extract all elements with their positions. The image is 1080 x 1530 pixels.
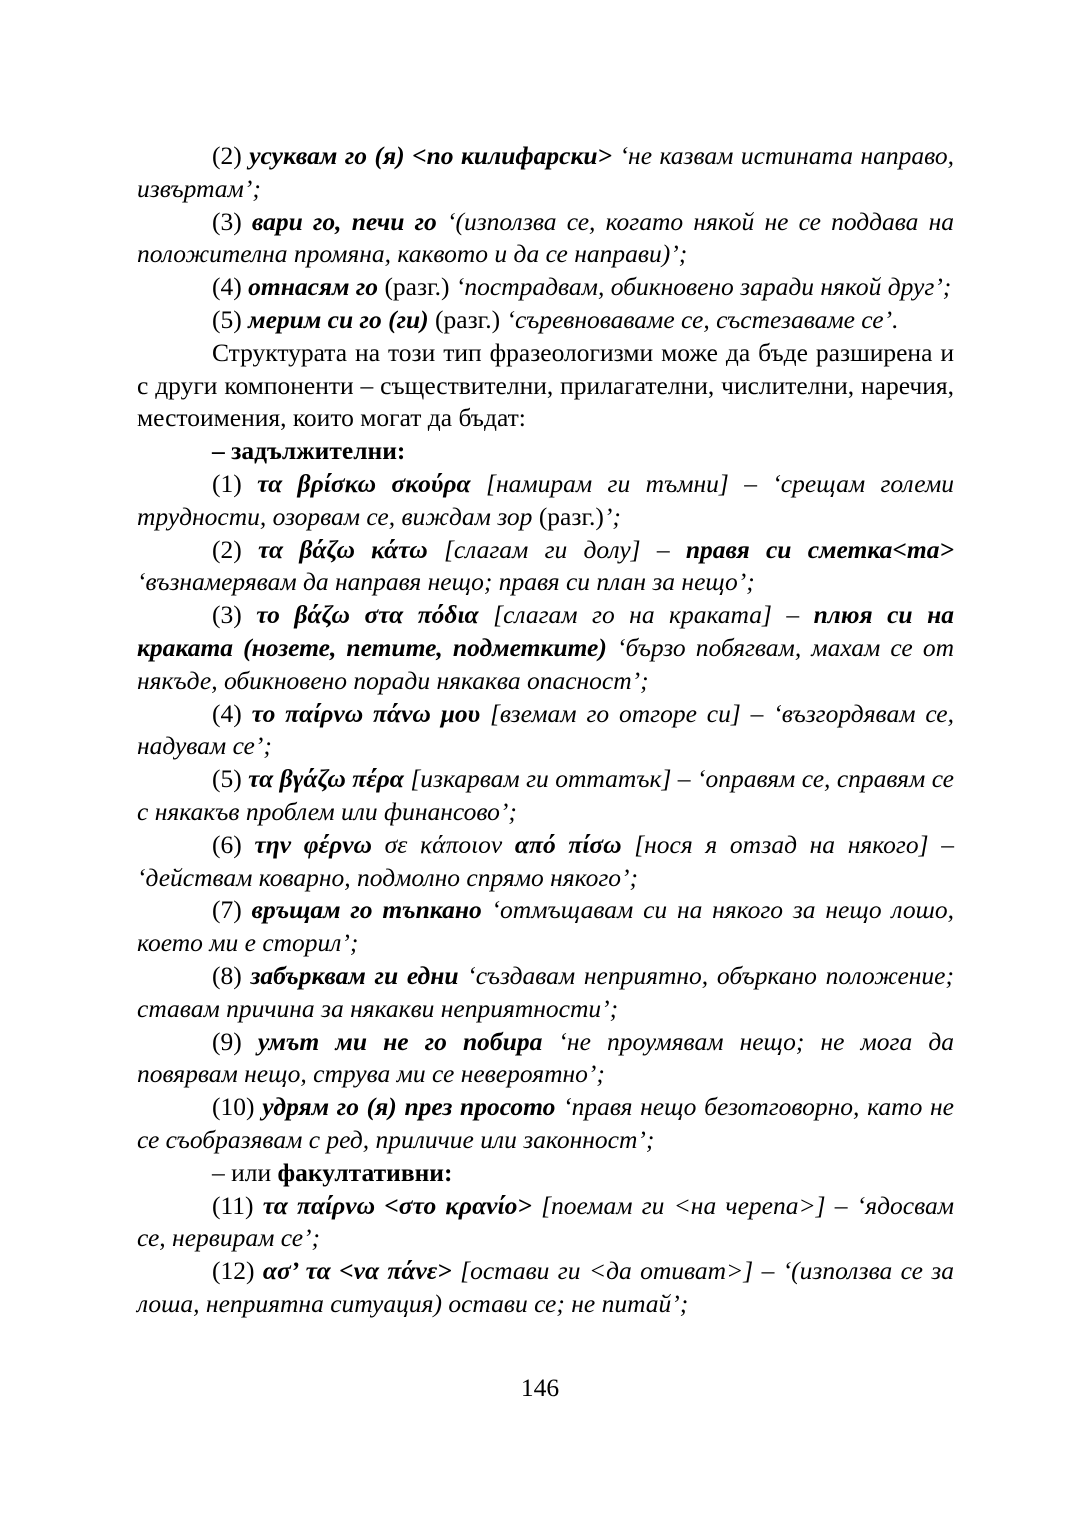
entry-7-vrashtam-go [137, 894, 954, 960]
register-note: (разг.) [538, 501, 604, 531]
phraseologism-term: усуквам го (я) <по килифарски> [249, 141, 613, 170]
entry-8-zabarkvam [137, 960, 954, 1026]
entry-4-otnasyam-go [137, 271, 954, 304]
phraseologism-term: мерим си го (ги) [248, 304, 429, 334]
meaning-gloss: ‘бързо побягвам, махам се от някъде, обикновено поради някаква опасност’; [137, 632, 954, 695]
optional-heading [137, 1157, 954, 1190]
entry-number: (6) [212, 829, 255, 859]
meaning-gloss: ‘(използва се, когато някой не се поддава на положителна промяна, каквото и да се направи)’; [137, 206, 955, 269]
optional-heading-word: факултативни: [277, 1157, 453, 1187]
meaning-gloss: [остави ги <да отиват>] – ‘(използва се за лоша, неприятна ситуация) остави се; не питай’; [137, 1256, 954, 1318]
entry-number: (3) [212, 206, 252, 236]
entry-number: (11) [212, 1190, 263, 1220]
structure-paragraph: Структурата на този тип фразеологизми може да бъде разширена и с други компоненти – съществителни, прилагателни, числителни, наречия, местоимения, които могат да бъдат: [137, 337, 954, 433]
entry-10-udryam-go [137, 1091, 954, 1157]
entry-number: (9) [212, 1026, 258, 1056]
optional-heading-prefix: – или [212, 1157, 278, 1187]
meaning-gloss: [вземам го отгоре си] – ‘възгордявам се, надувам се’; [137, 698, 955, 761]
entry-number: (2) [212, 141, 250, 170]
meaning-gloss: ‘възнамерявам да направя нещо; правя си план за нещо’; [137, 567, 755, 597]
bulgarian-equivalent: плюя си на краката (нозете, петите, подметките) [137, 600, 954, 662]
entry-5-ta-vgazo-pera [137, 763, 954, 829]
meaning-gloss: [поемам ги <на черепа>] – ‘ядосвам се, нервирам се’; [137, 1190, 954, 1253]
phraseologism-term: удрям го (я) през просото [262, 1092, 556, 1122]
greek-term: τα βγάζω πέρα [248, 764, 404, 794]
entry-3-vari-go [137, 206, 954, 272]
meaning-gloss: ‘пострадвам, обикновено заради някой друг’; [455, 272, 952, 302]
entry-number: (3) [212, 600, 257, 630]
meaning-gloss: [нося я отзад на някого] – ‘действам коварно, подмолно спрямо някого’; [137, 829, 954, 892]
page-number: 146 [520, 1373, 560, 1402]
entry-12-as-ta-na-pane [137, 1255, 954, 1321]
phraseologism-term: забърквам ги едни [250, 960, 459, 990]
entry-number: (7) [212, 895, 252, 925]
entry-number: (5) [212, 304, 249, 334]
entry-number: (8) [212, 960, 251, 990]
entry-number: (5) [212, 764, 249, 794]
phraseologism-term: отнасям го [248, 272, 379, 302]
greek-object: σε κάποιον [371, 829, 515, 859]
entry-4-to-pairno-pano-mou [137, 698, 954, 764]
meaning-gloss: ‘създавам неприятно, объркано положение; ставам причина за някакви неприятности’; [137, 960, 954, 1023]
entry-number: (10) [212, 1092, 263, 1122]
entry-11-ta-pairno-sto-kranio [137, 1190, 954, 1256]
phraseologism-term: вари го, печи го [251, 206, 437, 236]
register-note: (разг.) [378, 272, 456, 302]
greek-term: τα βάζω κάτω [258, 534, 428, 564]
entry-5-merim-si-go [137, 304, 954, 337]
meaning-gloss: ‘отмъщавам си на някого за нещо лошо, което ми е сторил’; [137, 895, 954, 958]
literal-translation: [слагам го на краката] – [478, 600, 814, 630]
greek-term: το βάζω στα πόδια [256, 600, 479, 630]
greek-term: ασ’ τα <να πάνε> [262, 1256, 452, 1286]
entry-3-to-vazo-sta-podia [137, 599, 954, 697]
mandatory-heading: – задължителни: [212, 436, 406, 466]
bulgarian-equivalent: правя си сметка<та> [685, 534, 954, 564]
entry-number: (1) [212, 468, 258, 498]
greek-term: το παίρνω πάνω μου [251, 698, 481, 728]
meaning-gloss: ‘не казвам истината направо, извъртам’; [137, 141, 954, 203]
meaning-gloss: [изкарвам ги оттатък] – ‘оправям се, справям се с някакъв проблем или финансово’; [137, 764, 954, 826]
meaning-gloss: [намирам ги тъмни] – ‘срещам големи трудности, озорвам се, виждам зор [137, 468, 954, 531]
greek-term: τα παίρνω <στο κρανίο> [262, 1190, 532, 1220]
phraseologism-term: умът ми не го побира [257, 1026, 543, 1056]
meaning-gloss: ‘правя нещо безотговорно, като не се съобразявам с ред, приличие или законност’; [137, 1092, 955, 1154]
page-body [137, 140, 954, 1321]
meaning-gloss: ‘не проумявам нещо; не мога да повярвам нещо, струва ми се невероятно’; [137, 1026, 954, 1089]
entry-number: (2) [212, 534, 258, 564]
entry-number: (12) [212, 1256, 263, 1286]
entry-number: (4) [212, 272, 249, 302]
phraseologism-term: връщам го тъпкано [251, 895, 482, 925]
entry-2-ta-vazo-kato [137, 534, 954, 600]
meaning-gloss: ‘съревноваваме се, състезаваме се’. [506, 304, 899, 334]
greek-term: τα βρίσκω σκούρα [257, 468, 471, 498]
register-note: (разг.) [428, 304, 507, 334]
entry-1-ta-vrisko-skoura [137, 468, 954, 534]
meaning-gloss-end: ’; [603, 501, 621, 531]
literal-translation: [слагам ги долу] – [427, 534, 686, 564]
greek-term: την φέρνω [254, 829, 372, 859]
greek-term-end: από πίσω [514, 829, 622, 859]
entry-number: (4) [212, 698, 252, 728]
entry-2-ukuvam [137, 140, 954, 206]
entry-9-umat-mi [137, 1026, 954, 1092]
entry-6-tin-ferno-apo-piso [137, 829, 954, 895]
